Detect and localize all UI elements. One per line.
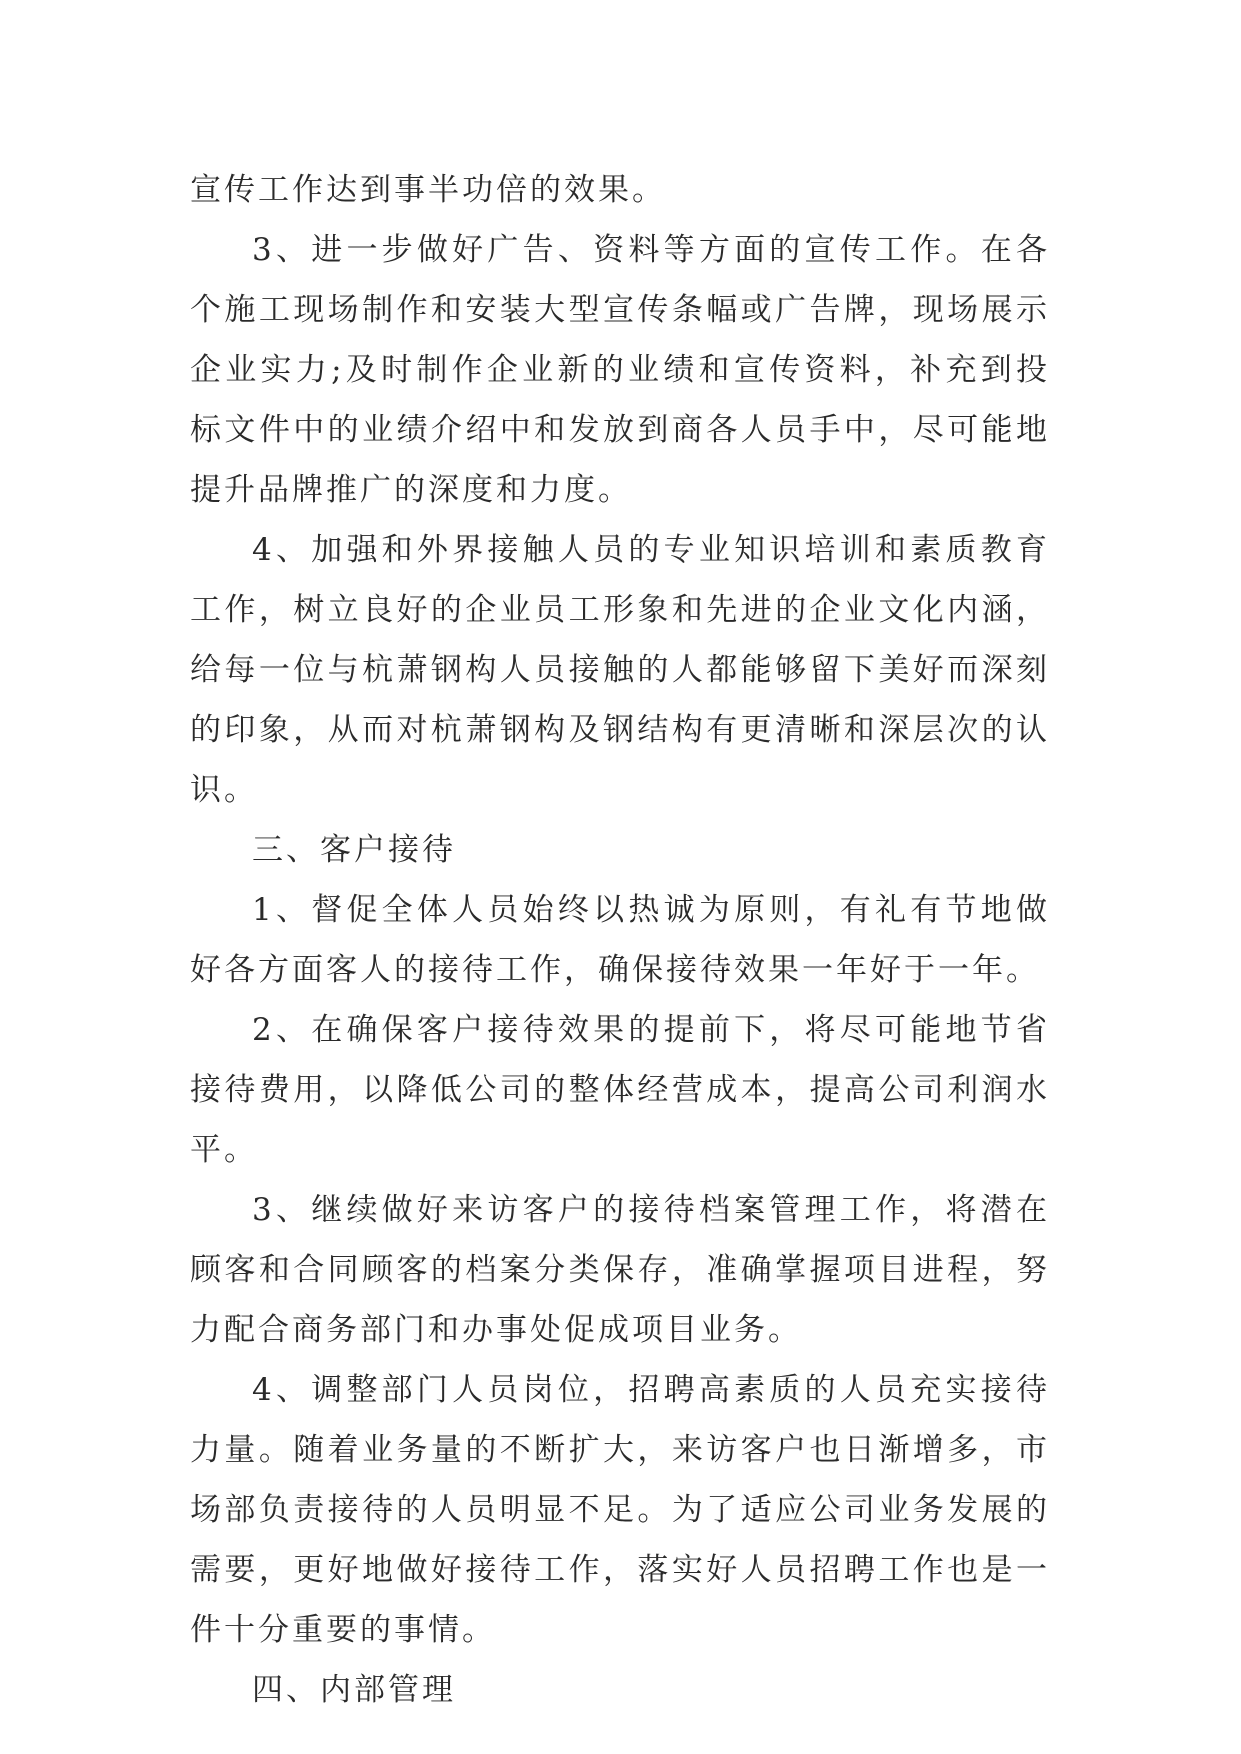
section-heading-customer-reception: 三、客户接待: [252, 832, 456, 868]
paragraph-reception-item-2: 2、在确保客户接待效果的提前下，将尽可能地节省接待费用，以降低公司的整体经营成本，提高公司利润水平。: [190, 1012, 1050, 1168]
paragraph-reception-item-3: 3、继续做好来访客户的接待档案管理工作，将潜在顾客和合同顾客的档案分类保存，准确掌握项目进程，努力配合商务部门和办事处促成项目业务。: [190, 1192, 1050, 1348]
section-heading-internal-management: 四、内部管理: [252, 1672, 456, 1708]
body-text: [190, 160, 1050, 1720]
paragraph-reception-item-1: 1、督促全体人员始终以热诚为原则，有礼有节地做好各方面客人的接待工作，确保接待效果一年好于一年。: [190, 892, 1050, 988]
paragraph-item-3-publicity: 3、进一步做好广告、资料等方面的宣传工作。在各个施工现场制作和安装大型宣传条幅或广告牌，现场展示企业实力;及时制作企业新的业绩和宣传资料，补充到投标文件中的业绩介绍中和发放到商各人员手中，尽可能地提升品牌推广的深度和力度。: [190, 232, 1050, 508]
paragraph-continuation: 宣传工作达到事半功倍的效果。: [190, 172, 666, 208]
paragraph-reception-item-4: 4、调整部门人员岗位，招聘高素质的人员充实接待力量。随着业务量的不断扩大，来访客户也日渐增多，市场部负责接待的人员明显不足。为了适应公司业务发展的需要，更好地做好接待工作，落实好人员招聘工作也是一件十分重要的事情。: [190, 1372, 1050, 1648]
paragraph-item-4-training: 4、加强和外界接触人员的专业知识培训和素质教育工作，树立良好的企业员工形象和先进的企业文化内涵，给每一位与杭萧钢构人员接触的人都能够留下美好而深刻的印象，从而对杭萧钢构及钢结构有更清晰和深层次的认识。: [190, 532, 1050, 808]
